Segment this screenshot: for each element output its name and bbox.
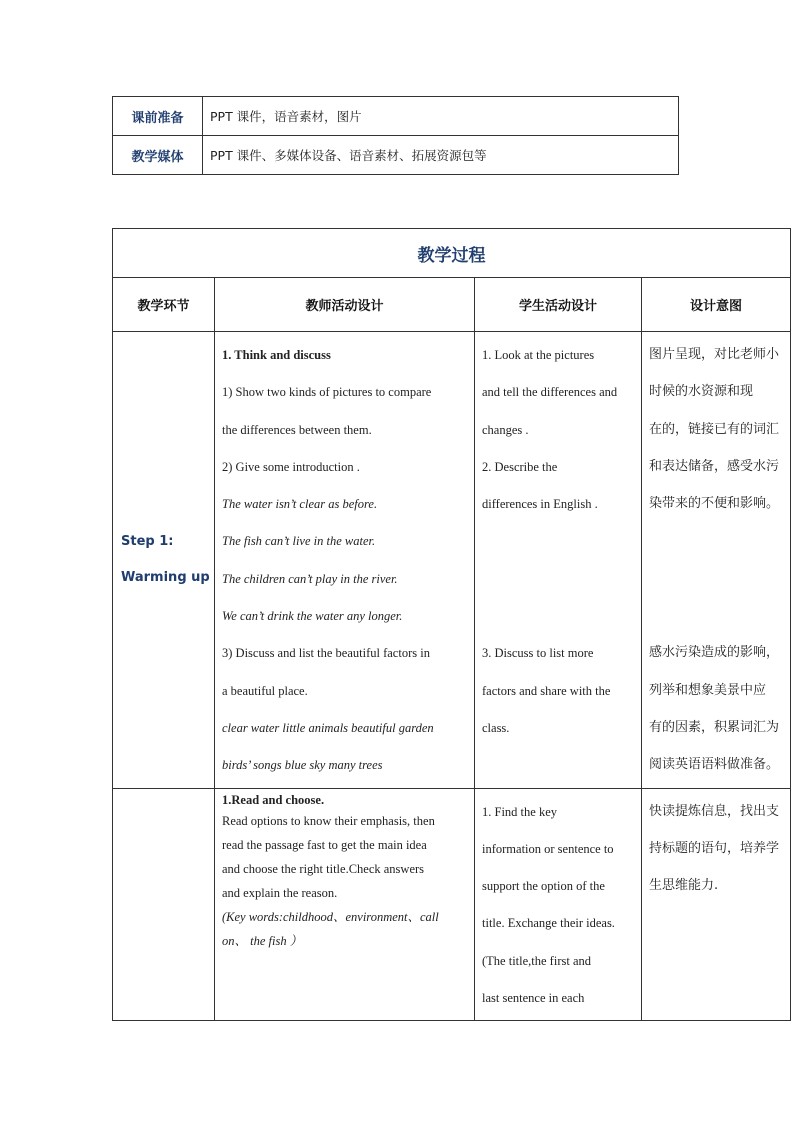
step1-intent-line: 感水污染造成的影响， xyxy=(649,645,780,661)
process-title: 教学过程 xyxy=(113,229,791,278)
step1-teacher-line: 1) Show two kinds of pictures to compare xyxy=(222,385,432,400)
step2-teacher-line: Read options to know their emphasis, then xyxy=(222,813,435,828)
step1-intent-line: 时候的水资源和现 xyxy=(649,384,754,400)
step1-teacher-line: clear water little animals beautiful garden xyxy=(222,720,434,735)
step2-student-activity xyxy=(475,788,642,1021)
prep-value-preparation: PPT 课件，语音素材，图片 xyxy=(203,97,679,136)
prep-label-media: 教学媒体 xyxy=(113,136,203,175)
teaching-process-table xyxy=(112,228,791,1021)
step1-intent-line: 和表达储备，感受水污 xyxy=(649,458,780,474)
step1-row xyxy=(113,332,791,789)
step1-design-intent xyxy=(642,332,791,789)
step2-teacher-line: 1.Read and choose. xyxy=(222,792,325,807)
step1-teacher-line: 1. Think and discuss xyxy=(222,348,331,362)
step1-intent-line: 阅读英语语料做准备。 xyxy=(649,757,780,773)
step2-student-line: support the option of the xyxy=(482,879,605,894)
step1-student-line: differences in English . xyxy=(482,497,598,512)
step1-student-line: class. xyxy=(482,720,510,735)
step1-label-name: Warming up xyxy=(121,569,210,585)
step1-student-activity xyxy=(475,332,642,789)
prep-label-preparation: 课前准备 xyxy=(113,97,203,136)
step2-intent-line: 持标题的语句，培养学 xyxy=(649,840,780,856)
step1-teacher-activity xyxy=(215,332,475,789)
step2-label xyxy=(113,788,215,1021)
step1-teacher-line: The water isn’t clear as before. xyxy=(222,497,378,512)
step1-teacher-line: a beautiful place. xyxy=(222,683,308,698)
step2-intent-line: 生思维能力. xyxy=(649,878,719,894)
header-stage: 教学环节 xyxy=(113,278,215,332)
step2-student-line: 1. Find the key xyxy=(482,804,557,819)
step2-teacher-activity xyxy=(215,788,475,1021)
step1-intent-line: 有的因素，积累词汇为 xyxy=(649,719,780,735)
step1-label xyxy=(113,332,215,789)
prep-row-preparation xyxy=(113,97,679,136)
step1-teacher-line: 2) Give some introduction . xyxy=(222,459,360,474)
step1-student-line: factors and share with the xyxy=(482,683,611,698)
step2-student-line: (The title,the first and xyxy=(482,953,591,968)
preparation-table xyxy=(112,96,679,175)
step1-teacher-line: The fish can’t live in the water. xyxy=(222,534,376,549)
header-teacher-activity: 教师活动设计 xyxy=(215,278,475,332)
step1-label-number: Step 1: xyxy=(121,533,174,549)
step2-teacher-line: on、 the fish ） xyxy=(222,933,303,948)
step2-teacher-line: and explain the reason. xyxy=(222,885,338,900)
step1-student-line: 3. Discuss to list more xyxy=(482,646,594,661)
step1-intent-line: 染带来的不便和影响。 xyxy=(649,496,780,512)
step1-student-line: changes . xyxy=(482,422,529,437)
step1-teacher-line: The children can’t play in the river. xyxy=(222,571,398,586)
step2-student-line: last sentence in each xyxy=(482,991,585,1006)
step1-teacher-line: birds’ songs blue sky many trees xyxy=(222,758,383,773)
step2-row xyxy=(113,788,791,1021)
header-student-activity: 学生活动设计 xyxy=(475,278,642,332)
header-row xyxy=(113,278,791,332)
step1-student-line: and tell the differences and xyxy=(482,385,618,400)
step2-teacher-line: (Key words:childhood、environment、call xyxy=(222,909,439,924)
prep-value-media: PPT 课件、多媒体设备、语音素材、拓展资源包等 xyxy=(203,136,679,175)
step1-intent-line: 图片呈现，对比老师小 xyxy=(649,347,780,362)
step1-teacher-line: We can’t drink the water any longer. xyxy=(222,609,403,624)
step2-student-line: title. Exchange their ideas. xyxy=(482,916,615,931)
step1-teacher-line: the differences between them. xyxy=(222,422,372,437)
step1-student-line: 2. Describe the xyxy=(482,459,558,474)
step2-design-intent xyxy=(642,788,791,1021)
prep-row-media xyxy=(113,136,679,175)
step2-intent-line: 快读提炼信息，找出支 xyxy=(649,803,780,819)
step1-student-line: 1. Look at the pictures xyxy=(482,348,595,362)
step2-teacher-line: and choose the right title.Check answers xyxy=(222,861,425,876)
step1-teacher-line: 3) Discuss and list the beautiful factors in xyxy=(222,646,430,661)
step1-intent-line: 列举和想象美景中应 xyxy=(649,682,767,698)
step2-teacher-line: read the passage fast to get the main idea xyxy=(222,837,427,852)
header-design-intent: 设计意图 xyxy=(642,278,791,332)
step1-intent-line: 在的，链接已有的词汇 xyxy=(649,421,780,437)
step2-student-line: information or sentence to xyxy=(482,841,614,856)
